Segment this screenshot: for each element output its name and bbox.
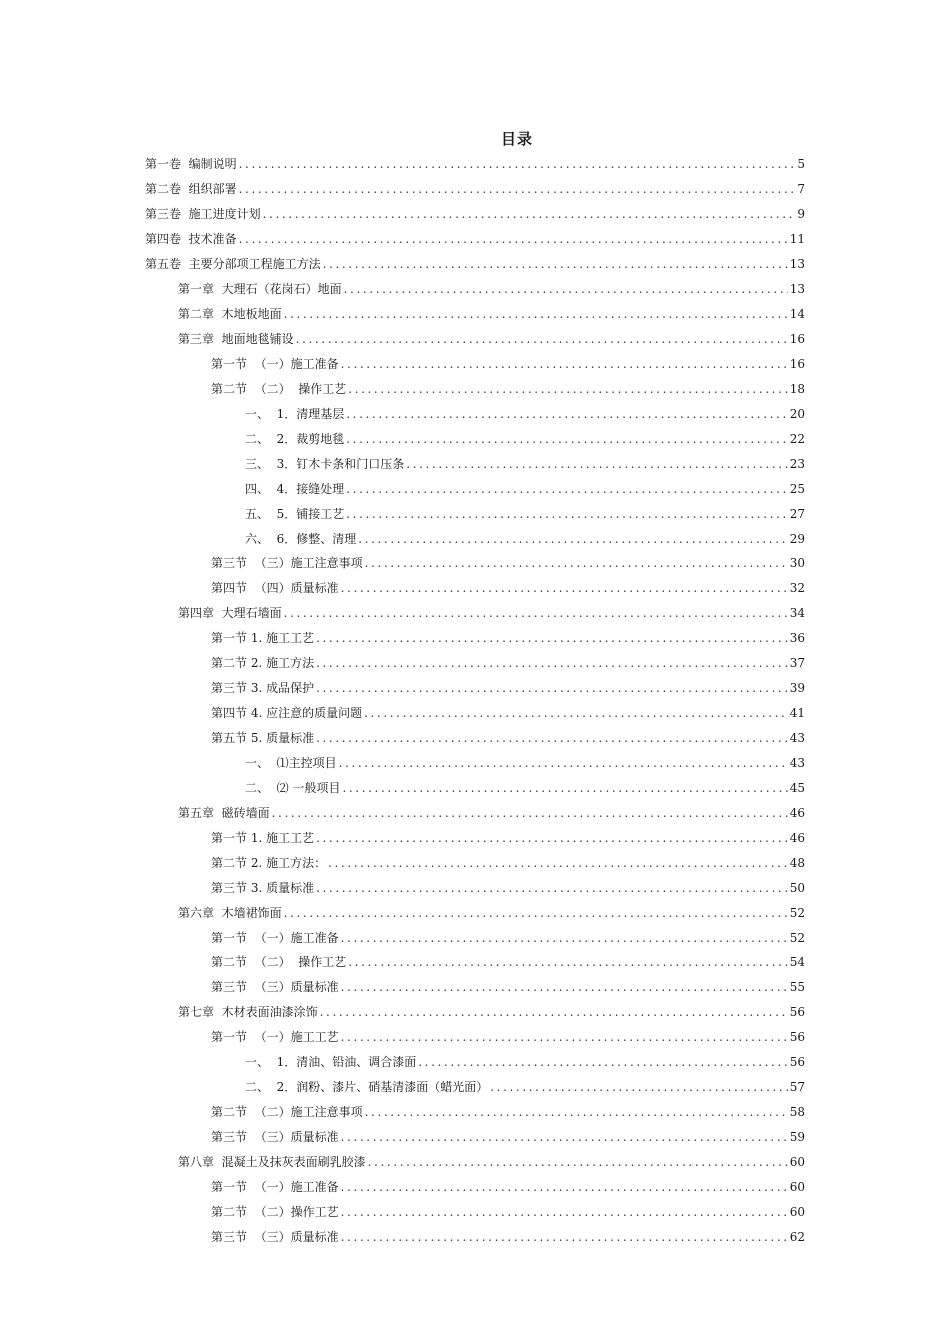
toc-entry[interactable] (145, 426, 805, 451)
toc-entry[interactable] (145, 252, 805, 277)
toc-entry-label: 第一节 （一）施工准备 (211, 1179, 339, 1194)
toc-entry-label: 第三卷 施工进度计划 (145, 207, 261, 222)
toc-entry-page-number: 46 (789, 830, 805, 845)
toc-entry[interactable] (145, 526, 805, 551)
toc-entry[interactable] (145, 875, 805, 900)
toc-entry-page-number: 39 (789, 681, 805, 696)
toc-entry-label: 第一节 （一）施工准备 (211, 930, 339, 945)
toc-entry-page-number: 25 (789, 481, 805, 496)
toc-entry-page-number: 41 (789, 706, 805, 721)
toc-entry-page-number: 16 (789, 332, 805, 347)
toc-entry-page-number: 27 (789, 506, 805, 521)
toc-entry[interactable] (145, 1150, 805, 1175)
toc-entry-page-number: 52 (789, 930, 805, 945)
toc-dot-leader (341, 1180, 788, 1194)
toc-entry-page-number: 52 (789, 905, 805, 920)
toc-entry-page-number: 36 (789, 631, 805, 646)
toc-entry-label: 第三节 （三）质量标准 (211, 1229, 339, 1244)
toc-dot-leader (341, 980, 788, 994)
toc-entry[interactable] (145, 1000, 805, 1025)
toc-dot-leader (284, 606, 788, 620)
toc-entry-page-number: 18 (789, 381, 805, 396)
toc-entry[interactable] (145, 626, 805, 651)
toc-dot-leader (341, 1230, 788, 1244)
toc-dot-leader (316, 681, 788, 695)
toc-entry[interactable] (145, 1199, 805, 1224)
toc-entry-page-number: 50 (789, 880, 805, 895)
toc-dot-leader (346, 432, 787, 446)
toc-entry[interactable] (145, 701, 805, 726)
toc-entry[interactable] (145, 1050, 805, 1075)
toc-entry-page-number: 11 (789, 232, 805, 247)
toc-entry[interactable] (145, 401, 805, 426)
toc-dot-leader (323, 257, 788, 271)
toc-entry[interactable] (145, 501, 805, 526)
toc-entry-label: 第四卷 技术准备 (145, 232, 237, 247)
toc-entry-page-number: 23 (789, 456, 805, 471)
toc-entry-label: 第一节 1. 施工工艺 (211, 830, 315, 845)
toc-entry-label: 第二节 （二） 操作工艺 (211, 955, 347, 970)
toc-entry-label: 第一章 大理石（花岗石）地面 (178, 282, 342, 297)
toc-entry-page-number: 43 (789, 731, 805, 746)
toc-entry-label: 第六章 木墙裙饰面 (178, 905, 282, 920)
toc-entry-page-number: 13 (789, 257, 805, 272)
toc-entry-label: 第一节 1. 施工工艺 (211, 631, 315, 646)
toc-dot-leader (341, 581, 788, 595)
toc-entry-label: 第五卷 主要分部项工程施工方法 (145, 257, 321, 272)
toc-entry-page-number: 46 (789, 805, 805, 820)
toc-entry-label: 第三节 （三）质量标准 (211, 980, 339, 995)
toc-entry[interactable] (145, 850, 805, 875)
toc-entry[interactable] (145, 1075, 805, 1100)
toc-entry-label: 三、 3．钉木卡条和门口压条 (245, 456, 405, 471)
toc-dot-leader (358, 532, 787, 546)
toc-entry-label: 第一节 （一）施工准备 (211, 356, 339, 371)
toc-entry[interactable] (145, 551, 805, 576)
toc-entry-label: 第八章 混凝土及抹灰表面刷乳胶漆 (178, 1154, 366, 1169)
toc-dot-leader (344, 282, 788, 296)
toc-entry-label: 第三节 （三）施工注意事项 (211, 556, 363, 571)
toc-entry[interactable] (145, 726, 805, 751)
toc-dot-leader (296, 332, 788, 346)
toc-dot-leader (328, 856, 788, 870)
toc-dot-leader (341, 1205, 788, 1219)
toc-entry-page-number: 43 (789, 755, 805, 770)
toc-entry-page-number: 59 (789, 1130, 805, 1145)
toc-dot-leader (341, 1130, 788, 1144)
toc-entry-label: 第三节 （三）质量标准 (211, 1130, 339, 1145)
toc-entry[interactable] (145, 202, 805, 227)
toc-entry[interactable] (145, 1100, 805, 1125)
toc-entry-page-number: 58 (789, 1105, 805, 1120)
toc-entry[interactable] (145, 800, 805, 825)
toc-dot-leader (406, 457, 787, 471)
toc-entry[interactable] (145, 775, 805, 800)
toc-entry[interactable] (145, 975, 805, 1000)
toc-entry-page-number: 7 (797, 182, 805, 197)
toc-dot-leader (339, 756, 788, 770)
toc-dot-leader (320, 1005, 788, 1019)
toc-entry[interactable] (145, 900, 805, 925)
toc-entry[interactable] (145, 376, 805, 401)
toc-entry-label: 第一节 （一）施工工艺 (211, 1030, 339, 1045)
toc-entry-page-number: 20 (789, 406, 805, 421)
toc-entry[interactable] (145, 476, 805, 501)
toc-entry[interactable] (145, 302, 805, 327)
toc-dot-leader (239, 182, 795, 196)
toc-entry-page-number: 60 (789, 1154, 805, 1169)
toc-entry[interactable] (145, 277, 805, 302)
toc-entry[interactable] (145, 352, 805, 377)
toc-dot-leader (490, 1080, 787, 1094)
toc-entry[interactable] (145, 177, 805, 202)
toc-entry-page-number: 5 (797, 157, 805, 172)
toc-entry[interactable] (145, 451, 805, 476)
toc-entry-label: 第二卷 组织部署 (145, 182, 237, 197)
toc-dot-leader (342, 781, 787, 795)
toc-dot-leader (316, 831, 788, 845)
toc-entry-page-number: 57 (789, 1080, 805, 1095)
toc-entry-label: 一、 1．清油、铅油、调合漆面 (245, 1055, 417, 1070)
toc-entry-page-number: 60 (789, 1179, 805, 1194)
toc-entry-label: 第二节 2. 施工方法 (211, 656, 315, 671)
toc-title: 目录 (500, 130, 533, 148)
toc-dot-leader (316, 631, 788, 645)
toc-entry-label: 第四节 4. 应注意的质量问题 (211, 706, 363, 721)
toc-entry[interactable] (145, 327, 805, 352)
toc-entry-page-number: 56 (789, 1055, 805, 1070)
toc-entry[interactable] (145, 950, 805, 975)
toc-entry[interactable] (145, 1224, 805, 1249)
toc-entry-page-number: 22 (789, 431, 805, 446)
toc-dot-leader (346, 482, 787, 496)
toc-entry-page-number: 56 (789, 1005, 805, 1020)
toc-dot-leader (239, 157, 795, 171)
toc-entry-label: 第二节 （二）施工注意事项 (211, 1105, 363, 1120)
toc-entry-page-number: 16 (789, 356, 805, 371)
toc-entry-page-number: 60 (789, 1204, 805, 1219)
toc-dot-leader (365, 1105, 788, 1119)
toc-entry-label: 第五章 磁砖墙面 (178, 805, 270, 820)
toc-entry-label: 六、 6．修整、清理 (245, 531, 357, 546)
toc-entry[interactable] (145, 152, 805, 177)
toc-entry-page-number: 56 (789, 1030, 805, 1045)
toc-entry[interactable] (145, 576, 805, 601)
toc-dot-leader (341, 357, 788, 371)
toc-entry-page-number: 9 (797, 207, 805, 222)
toc-entry-label: 四、 4．接缝处理 (245, 481, 345, 496)
toc-entry-page-number: 45 (789, 780, 805, 795)
toc-dot-leader (346, 507, 787, 521)
toc-dot-leader (316, 731, 788, 745)
toc-entry[interactable] (145, 825, 805, 850)
toc-entry[interactable] (145, 1125, 805, 1150)
toc-dot-leader (346, 407, 787, 421)
toc-entry-page-number: 29 (789, 531, 805, 546)
toc-dot-leader (239, 232, 788, 246)
toc-entry-label: 第五节 5. 质量标准 (211, 731, 315, 746)
toc-entry-label: 第三节 3. 成品保护 (211, 681, 315, 696)
toc-entry-label: 第二节 （二）操作工艺 (211, 1204, 339, 1219)
toc-entry-page-number: 55 (789, 980, 805, 995)
toc-entry[interactable] (145, 751, 805, 776)
toc-dot-leader (365, 556, 788, 570)
toc-entry-page-number: 30 (789, 556, 805, 571)
toc-entry-label: 一、 ⑴主控项目 (245, 755, 337, 770)
toc-entry-page-number: 34 (789, 606, 805, 621)
toc-dot-leader (368, 1155, 788, 1169)
toc-dot-leader (341, 931, 788, 945)
toc-list (145, 152, 805, 1249)
toc-dot-leader (418, 1055, 787, 1069)
toc-dot-leader (272, 806, 788, 820)
toc-dot-leader (348, 382, 787, 396)
toc-dot-leader (263, 207, 795, 221)
toc-entry[interactable] (145, 651, 805, 676)
toc-entry-label: 第四节 （四）质量标准 (211, 581, 339, 596)
toc-dot-leader (284, 906, 788, 920)
toc-entry-page-number: 37 (789, 656, 805, 671)
toc-entry-label: 第四章 大理石墙面 (178, 606, 282, 621)
toc-dot-leader (364, 706, 788, 720)
toc-entry[interactable] (145, 1025, 805, 1050)
toc-entry-label: 二、 2．润粉、漆片、硝基清漆面（蜡光面） (245, 1080, 489, 1095)
toc-entry[interactable] (145, 227, 805, 252)
toc-dot-leader (341, 1030, 788, 1044)
toc-dot-leader (284, 307, 788, 321)
toc-entry-label: 二、 ⑵ 一般项目 (245, 780, 341, 795)
toc-dot-leader (348, 955, 787, 969)
toc-entry-label: 二、 2．裁剪地毯 (245, 431, 345, 446)
toc-entry-page-number: 32 (789, 581, 805, 596)
toc-entry-label: 第三节 3. 质量标准 (211, 880, 315, 895)
toc-entry-label: 第一卷 编制说明 (145, 157, 237, 172)
toc-dot-leader (316, 656, 788, 670)
toc-dot-leader (316, 881, 788, 895)
toc-entry-page-number: 54 (789, 955, 805, 970)
toc-entry[interactable] (145, 601, 805, 626)
toc-entry-page-number: 48 (789, 855, 805, 870)
toc-entry[interactable] (145, 1174, 805, 1199)
toc-entry[interactable] (145, 676, 805, 701)
toc-entry-page-number: 13 (789, 282, 805, 297)
toc-entry-label: 第二节 2. 施工方法： (211, 855, 327, 870)
toc-entry-label: 第三章 地面地毯铺设 (178, 332, 294, 347)
toc-entry-label: 第二节 （二） 操作工艺 (211, 381, 347, 396)
toc-entry-label: 第二章 木地板地面 (178, 307, 282, 322)
toc-entry-label: 一、 1．清理基层 (245, 406, 345, 421)
toc-entry[interactable] (145, 925, 805, 950)
toc-entry-label: 第七章 木材表面油漆涂饰 (178, 1005, 318, 1020)
toc-entry-page-number: 14 (789, 307, 805, 322)
toc-entry-page-number: 62 (789, 1229, 805, 1244)
toc-entry-label: 五、 5．铺接工艺 (245, 506, 345, 521)
